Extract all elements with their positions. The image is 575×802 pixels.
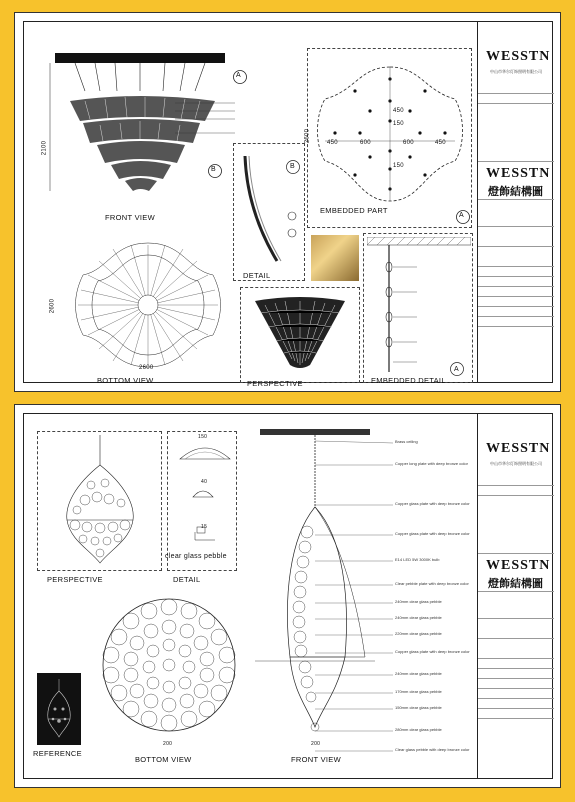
- callout-label: Copper glass plate with deep bronze color: [395, 531, 470, 536]
- front-callout-lines-2: [315, 435, 395, 755]
- embed-col-3: 600: [403, 140, 414, 146]
- callout-label: 240mm clear glass pebble: [395, 599, 442, 604]
- embed-col-1: 450: [327, 140, 338, 146]
- marker-b-label: B: [211, 166, 216, 173]
- company-name-2: 中山市华尔灯饰照明有限公司: [490, 461, 542, 466]
- drawing-sheet-2: [14, 404, 561, 788]
- callout-label: 240mm clear glass pebble: [395, 615, 442, 620]
- callout-label: 170mm clear glass pebble: [395, 689, 442, 694]
- embed-row-3: 150: [393, 163, 404, 169]
- front-view-title-2: FRONT VIEW: [291, 755, 341, 764]
- bottom-width-dim: 2600: [139, 365, 154, 371]
- embedded-detail-title: EMBEDDED DETAIL: [371, 376, 446, 385]
- embed-width-dim: 2600: [304, 128, 311, 144]
- callout-label: Brass ceiling: [395, 439, 418, 444]
- callout-label: Clear glass pebble with deep bronze color: [395, 747, 470, 752]
- title-block-1: [477, 21, 554, 383]
- bottom-view-title-2: BOTTOM VIEW: [135, 755, 192, 764]
- marker-a-label: A: [236, 72, 241, 79]
- drawing-sheet-1: [14, 12, 561, 392]
- callout-label: 220mm clear glass pebble: [395, 631, 442, 636]
- detail-dim-2: 40: [201, 479, 208, 485]
- callout-label: Copper long plate with deep bronze color: [395, 461, 468, 466]
- detail-dim-1: 150: [198, 434, 208, 440]
- detail-title-2: DETAIL: [173, 575, 201, 584]
- brand-name-2: WESSTN: [486, 166, 551, 181]
- callout-label: E14 LED 5W 3000K bulb: [395, 557, 440, 562]
- callout-label: Clear pebble plate with deep bronze color: [395, 581, 469, 586]
- embed-marker-a: A: [459, 212, 464, 219]
- perspective-drawing: [250, 293, 350, 373]
- bottom-view-drawing-2: [99, 595, 239, 735]
- title-block-2: [477, 413, 554, 779]
- detail-drawing-2: [175, 437, 235, 557]
- reference-title: REFERENCE: [33, 749, 82, 758]
- callout-label: Copper glass plate with deep bronze color: [395, 649, 470, 654]
- detail-marker-b: B: [290, 163, 295, 170]
- company-name: 中山市华尔灯饰照明有限公司: [490, 69, 542, 74]
- drawing-title-cn-2: 燈飾結構圖: [488, 577, 543, 590]
- front-height-dim: 2100: [41, 140, 48, 156]
- bottom-width-dim-2: 200: [163, 741, 173, 747]
- perspective-title-2: PERSPECTIVE: [47, 575, 103, 584]
- bottom-view-drawing: [73, 235, 223, 375]
- callout-label: 150mm clear glass pebble: [395, 705, 442, 710]
- callout-label: Copper glass plate with deep bronze color: [395, 501, 470, 506]
- reference-photo: [37, 673, 81, 745]
- front-width-dim-2: 200: [311, 741, 321, 747]
- front-callout-lines: [175, 73, 265, 153]
- perspective-title: PERSPECTIVE: [247, 379, 303, 388]
- embed-col-2: 600: [360, 140, 371, 146]
- embed-col-4: 450: [435, 140, 446, 146]
- drawing-title-cn: 燈飾結構圖: [488, 185, 543, 198]
- bottom-side-dim: 2600: [49, 298, 56, 314]
- embed-row-1: 450: [393, 108, 404, 114]
- detail-part-label: clear glass pebble: [165, 553, 227, 560]
- embedded-detail-drawing: [367, 237, 471, 377]
- reference-photo-1: [311, 235, 359, 281]
- bottom-view-title: BOTTOM VIEW: [97, 376, 154, 385]
- callout-label: 280mm clear glass pebble: [395, 727, 442, 732]
- brand-name-3: WESSTN: [486, 441, 551, 456]
- embedded-detail-marker-a: A: [454, 366, 459, 373]
- detail-title: DETAIL: [243, 271, 271, 280]
- detail-dim-3: 15: [201, 524, 208, 530]
- callout-label: 240mm clear glass pebble: [395, 671, 442, 676]
- brand-name-4: WESSTN: [486, 558, 551, 573]
- brand-name: WESSTN: [486, 49, 551, 64]
- front-view-title: FRONT VIEW: [105, 213, 155, 222]
- perspective-drawing-2: [55, 435, 145, 565]
- embedded-part-title: EMBEDDED PART: [320, 206, 388, 215]
- embed-row-2: 150: [393, 121, 404, 127]
